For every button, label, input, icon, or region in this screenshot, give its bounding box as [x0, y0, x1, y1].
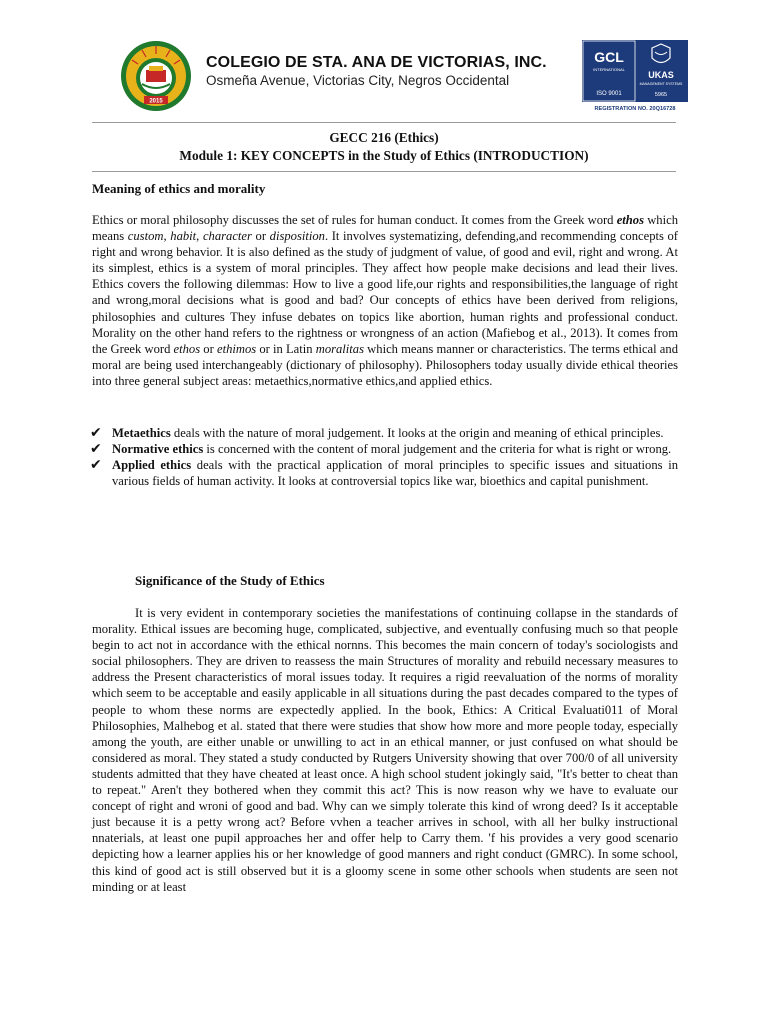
text-run: . It involves systematizing, defending,and recommending concepts of right and wrong behavior. It is also defined as the study of judgment of value, of good and evil, right and wrong. At its simplest, ethics is a system of moral principles. They affect how people make decisions and lead their lives. Ethics covers the following dilemmas: How to live a good life,our rights and responsibilities,the language of right and wrong,moral decisions what is good and bad? Our concepts of ethics have been derived from religions, philosophies and cultures They infuse debates on topics like abortion, human rights and professional conduct. Morality on the other hand refers to the rightness or wrongness of an action (Mafiebog et al., 2013). It comes from the Greek word [92, 229, 679, 356]
cert-iso-text: ISO 9001 [596, 91, 622, 97]
term-ethos: ethos [616, 213, 644, 227]
term-character: character [202, 229, 252, 244]
term-moralitas: moralitas [315, 341, 365, 356]
term-disposition: disposition [269, 229, 325, 244]
course-code: GECC 216 (Ethics) [329, 130, 439, 145]
seal-year: 2015 [149, 98, 163, 105]
checkmark-icon: ✔ [90, 425, 102, 441]
school-info [206, 54, 576, 88]
checkmark-icon: ✔ [90, 441, 102, 458]
cert-ukas-text: UKAS [648, 70, 674, 80]
text-run: which means [92, 213, 678, 244]
text-run: or [251, 229, 270, 244]
term-custom: custom [127, 229, 164, 244]
paragraph-significance: It is very evident in contemporary societies the manifestations of continuing collapse in the standards of morality. Ethical issues are becoming huge, complicated, subjective, and eventually confusing much so that people begin to act not in accordance with the ethical nornns. This becomes the main concern of today's sociologists and social philosophers. They are driven to reassess the main Structures of morality and rebuild necessary measures to address the Present characteristics of moral issues today. It requires a rigid reevaluation of the norms of morality which seem to be acceptable and easily applicable in all situations during the past decades compared to the types of people to whom these norms are expectedly applied. In the book, Ethics: A Critical Evaluati011 of Moral Philosophies, Malhebog et al. stated that there were studies that show how more and more people today, especially among the youth, are either unable or unwilling to act in an ethical manner, or just confused on what should be considered as moral. They stated a study conducted by Rutgers University showing that over 700/0 of all university students admitted that they have cheated at least once. A high school student jokingly said, "It's better to cheat than to repeat." Aren't they bothered when they commit this act? This is now reason why we have to evaluate our concept of right and wroni of good and bad. Why can we simply tolerate this kind of wrong deed? Is it acceptable just because it is a petty wrong act? Before vvhen a teacher arrives in school, with all her bulky instructional nnaterials, at least one pupil approaches her and offer help to Carry them. 'f his provides a very good scenario depicting how a learner applies his or her knowledge of good manners and right conduct (GMRC). In some school, this kind of good act is still observed but it is a gloomy scene in some other schools when students are seen not minding or at least [92, 606, 678, 894]
school-address: Osmeña Avenue, Victorias City, Negros Occidental [206, 73, 510, 88]
iso-certification-badge [582, 40, 688, 112]
section-heading-significance: Significance of the Study of Ethics [135, 573, 325, 588]
header-divider [92, 122, 676, 123]
cert-ukas-sub: MANAGEMENT SYSTEMS [639, 82, 683, 86]
term-metaethics: Metaethics [112, 426, 171, 440]
term-habit: habit [170, 229, 197, 244]
term-ethos-2: ethos [173, 341, 201, 356]
section-heading-meaning: Meaning of ethics and morality [92, 181, 266, 196]
term-ethimos: ethimos [216, 341, 257, 356]
letterhead [118, 40, 688, 110]
list-item-applied [90, 457, 678, 489]
school-name: COLEGIO DE STA. ANA DE VICTORIAS, INC. [206, 54, 547, 71]
text-run: deals with the nature of moral judgement. It looks at the origin and meaning of ethical principles. [170, 426, 664, 440]
text-run: which means manner or characteristics. The terms ethical and moral are being used interchangeably (dictionary of philosophy). Philosophers today usually divide ethical theories into three general subject areas: metaethics,normative ethics,and applied ethics. [92, 341, 678, 388]
cert-number: 5965 [654, 92, 668, 98]
cert-registration: REGISTRATION NO. 20Q16728 [594, 106, 676, 112]
list-item-normative [90, 441, 678, 457]
cert-gcl-text: GCL [594, 49, 624, 65]
module-title: Module 1: KEY CONCEPTS in the Study of Ethics (INTRODUCTION) [179, 148, 589, 163]
list-item-metaethics [90, 425, 678, 441]
term-applied: Applied ethics [112, 458, 192, 473]
text-run: deals with the practical application of moral principles to specific issues and situations in various fields of human activity. It looks at controversial topics like war, bioethics and capital punishment. [112, 458, 678, 489]
ethics-areas-list [90, 425, 678, 489]
text-run: or [200, 341, 217, 356]
term-normative: Normative ethics [112, 442, 204, 457]
text-run: is concerned with the content of moral judgement and the criteria for what is right or wrong. [203, 442, 672, 457]
paragraph-meaning: Ethics or moral philosophy discusses the set of rules for human conduct. It comes from the Greek word ethos which means custom, habit, character or disposition. It involves systematizing, defending,and recommending concepts of right and wrong behavior. It is also defined as the study of judgment of value, of good and evil, right and wrong. At its simplest, ethics is a system of moral principles. They affect how people make decisions and lead their lives. Ethics covers the following dilemmas: How to live a good life,our rights and responsibilities,the language of right and wrong,moral decisions what is good and bad? Our concepts of ethics have been derived from religions, philosophies and cultures They infuse debates on topics like abortion, human rights and professional conduct. Morality on the other hand refers to the rightness or wrongness of an action (Mafiebog et al., 2013). It comes from the Greek word ethos or ethimos or in Latin moralitas which means manner or characteristics. The terms ethical and moral are being used interchangeably (dictionary of philosophy). Philosophers today usually divide ethical theories into three general subject areas: metaethics,normative ethics,and applied ethics. [92, 213, 679, 388]
school-seal-logo [118, 40, 194, 112]
checkmark-icon: ✔ [90, 457, 102, 474]
text-run: Ethics or moral philosophy discusses the set of rules for human conduct. It comes from the Greek word [92, 213, 614, 227]
title-divider [92, 171, 676, 172]
cert-gcl-sub: INTERNATIONAL [593, 67, 625, 72]
text-run: or in Latin [256, 341, 316, 356]
